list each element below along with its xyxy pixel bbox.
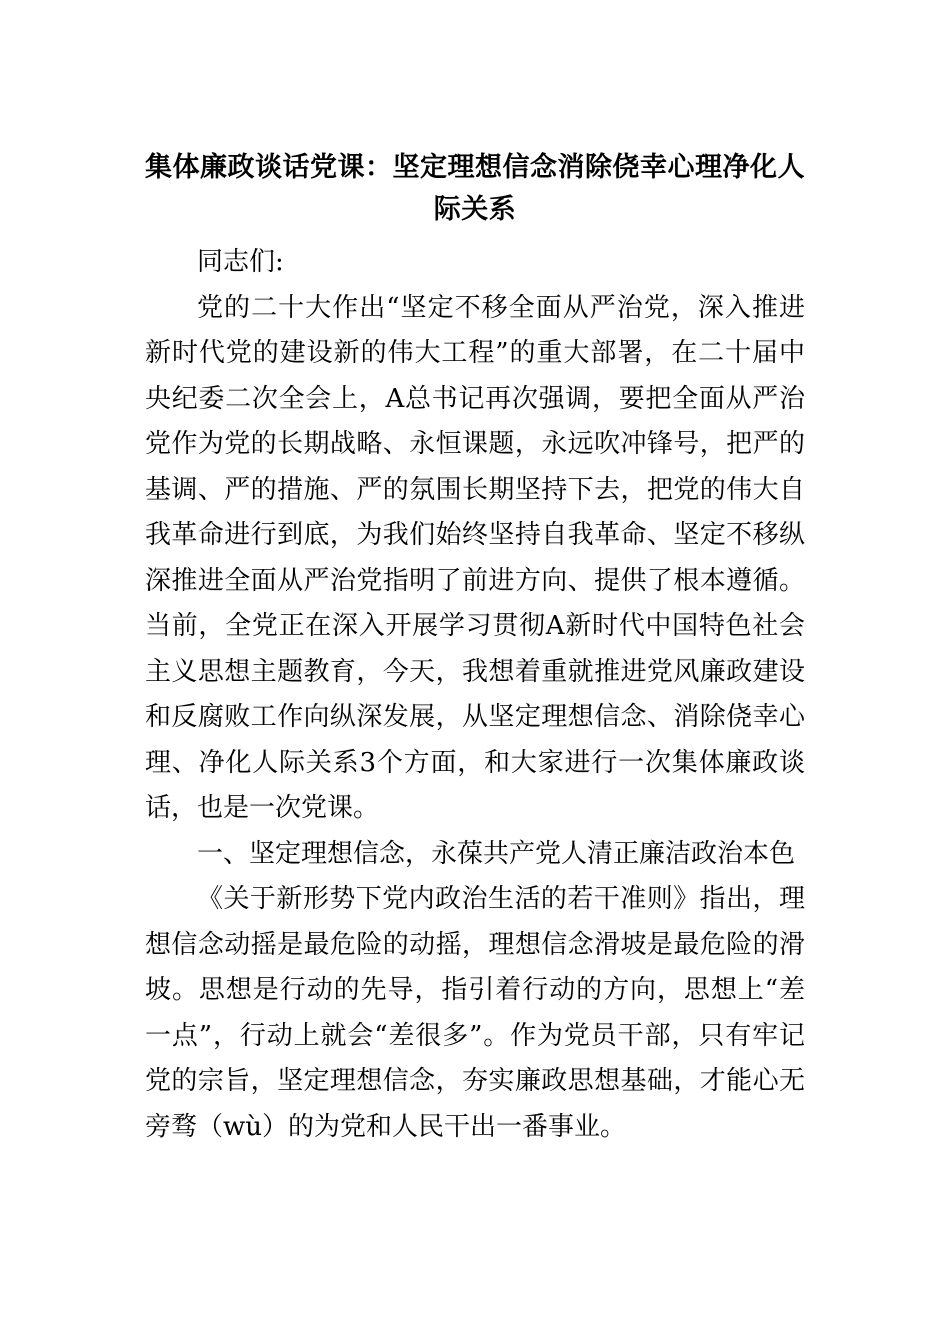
document-title: 集体廉政谈话党课：坚定理想信念消除侥幸心理净化人际关系 <box>145 152 805 225</box>
section-heading-1: 一、坚定理想信念，永葆共产党人清正廉洁政治本色 <box>197 838 796 869</box>
salutation: 同志们: <box>197 247 284 277</box>
paragraph-intro: 党的二十大作出“坚定不移全面从严治党，深入推进新时代党的建设新的伟大工程”的重大部署，在二十届中央纪委二次全会上，A总书记再次强调，要把全面从严治党作为党的长期战略、永恒课题，永远吹冲锋号，把严的基调、严的措施、严的氛围长期坚持下去，把党的伟大自我革命进行到底，为我们始终坚持自我革命、坚定不移纵深推进全面从严治党指明了前进方向、提供了根本遵循。当前，全党正在深入开展学习贯彻A新时代中国特色社会主义思想主题教育，今天，我想着重就推进党风廉政建设和反腐败工作向纵深发展，从坚定理想信念、消除侥幸心理、净化人际关系3个方面，和大家进行一次集体廉政谈话，也是一次党课。 <box>145 292 805 823</box>
paragraph-section-1: 《关于新形势下党内政治生活的若干准则》指出，理想信念动摇是最危险的动摇，理想信念滑坡是最危险的滑坡。思想是行动的先导，指引着行动的方向，思想上“差一点”，行动上就会“差很多”。作为党员干部，只有牢记党的宗旨，坚定理想信念，夯实廉政思想基础，才能心无旁骛（wù）的为党和人民干出一番事业。 <box>145 884 805 1142</box>
document-body <box>145 240 805 1150</box>
